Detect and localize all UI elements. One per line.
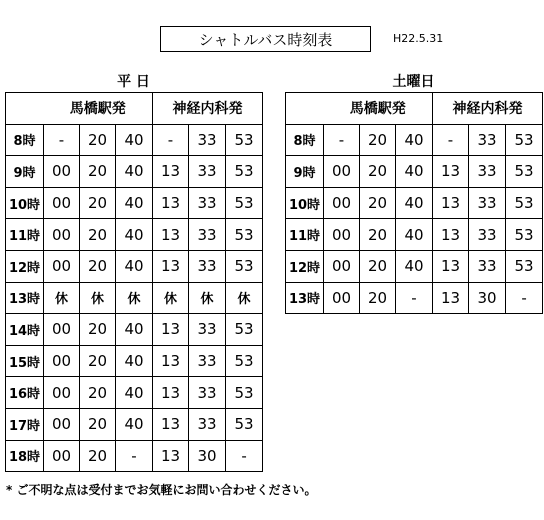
departure-time-cell: 13	[153, 345, 189, 377]
departure-time-cell: 00	[44, 345, 80, 377]
timetable-row	[286, 156, 543, 188]
departure-time-cell: 40	[116, 345, 153, 377]
departure-time-cell: 00	[44, 156, 80, 188]
saturday-header-mabashi: 馬橋駅発	[324, 93, 433, 125]
departure-time-cell: 33	[469, 156, 506, 188]
departure-time-cell: 40	[116, 408, 153, 440]
departure-time-cell: 33	[469, 250, 506, 282]
departure-time-cell: 40	[116, 314, 153, 346]
departure-time-cell: 40	[396, 124, 433, 156]
departure-time-cell: 33	[189, 345, 226, 377]
timetable-title: シャトルバス時刻表	[160, 26, 371, 52]
departure-time-cell: 00	[44, 440, 80, 472]
hour-cell: 15時	[6, 345, 44, 377]
departure-time-cell: 33	[189, 156, 226, 188]
hour-cell: 17時	[6, 408, 44, 440]
timetable-row	[6, 282, 263, 314]
hour-cell: 8時	[6, 124, 44, 156]
departure-time-cell: 20	[360, 219, 396, 251]
departure-time-cell: 00	[44, 314, 80, 346]
timetable-row	[6, 124, 263, 156]
timetable-row	[286, 282, 543, 314]
departure-time-cell: 33	[189, 219, 226, 251]
saturday-header-row	[286, 93, 543, 125]
departure-time-cell: -	[396, 282, 433, 314]
departure-time-cell: 00	[324, 219, 360, 251]
departure-time-cell: 休	[116, 282, 153, 314]
departure-time-cell: 00	[324, 156, 360, 188]
hour-cell: 13時	[6, 282, 44, 314]
departure-time-cell: -	[153, 124, 189, 156]
departure-time-cell: 13	[153, 250, 189, 282]
hour-cell: 10時	[6, 187, 44, 219]
departure-time-cell: 33	[189, 408, 226, 440]
timetable-row	[6, 219, 263, 251]
weekday-header-corner	[6, 93, 44, 125]
timetable-row	[6, 345, 263, 377]
hour-cell: 12時	[6, 250, 44, 282]
departure-time-cell: 00	[44, 219, 80, 251]
departure-time-cell: 00	[44, 187, 80, 219]
departure-time-cell: 00	[324, 282, 360, 314]
hour-cell: 8時	[286, 124, 324, 156]
departure-time-cell: 33	[469, 187, 506, 219]
departure-time-cell: 33	[189, 187, 226, 219]
departure-time-cell: 20	[80, 440, 116, 472]
weekday-timetable	[5, 92, 263, 472]
departure-time-cell: 00	[44, 408, 80, 440]
departure-time-cell: 休	[189, 282, 226, 314]
weekday-header-mabashi: 馬橋駅発	[44, 93, 153, 125]
departure-time-cell: 33	[189, 314, 226, 346]
departure-time-cell: 33	[189, 377, 226, 409]
departure-time-cell: 20	[80, 250, 116, 282]
hour-cell: 11時	[6, 219, 44, 251]
saturday-section-title: 土曜日	[392, 74, 435, 90]
departure-time-cell: 13	[153, 219, 189, 251]
departure-time-cell: 53	[226, 408, 263, 440]
revision-date: H22.5.31	[393, 32, 444, 45]
timetable-row	[6, 377, 263, 409]
departure-time-cell: 00	[324, 250, 360, 282]
departure-time-cell: 53	[226, 124, 263, 156]
departure-time-cell: 53	[226, 187, 263, 219]
saturday-header-corner	[286, 93, 324, 125]
footnote: * ご不明な点は受付までお気軽にお問い合わせください。	[6, 483, 317, 497]
hour-cell: 9時	[286, 156, 324, 188]
departure-time-cell: 00	[44, 377, 80, 409]
departure-time-cell: 53	[226, 314, 263, 346]
timetable-row	[6, 250, 263, 282]
departure-time-cell: 20	[80, 408, 116, 440]
departure-time-cell: 20	[360, 282, 396, 314]
hour-cell: 10時	[286, 187, 324, 219]
departure-time-cell: 53	[226, 377, 263, 409]
departure-time-cell: -	[116, 440, 153, 472]
departure-time-cell: 00	[324, 187, 360, 219]
departure-time-cell: 40	[396, 187, 433, 219]
weekday-header-row	[6, 93, 263, 125]
departure-time-cell: -	[324, 124, 360, 156]
departure-time-cell: 13	[153, 440, 189, 472]
departure-time-cell: 40	[116, 156, 153, 188]
departure-time-cell: 53	[506, 219, 543, 251]
hour-cell: 12時	[286, 250, 324, 282]
departure-time-cell: 33	[469, 219, 506, 251]
hour-cell: 14時	[6, 314, 44, 346]
departure-time-cell: 13	[153, 408, 189, 440]
hour-cell: 16時	[6, 377, 44, 409]
departure-time-cell: 休	[80, 282, 116, 314]
departure-time-cell: 40	[116, 250, 153, 282]
departure-time-cell: 53	[506, 156, 543, 188]
departure-time-cell: -	[226, 440, 263, 472]
departure-time-cell: 休	[153, 282, 189, 314]
timetable-row	[6, 314, 263, 346]
departure-time-cell: 30	[189, 440, 226, 472]
weekday-header-shinkei: 神経内科発	[153, 93, 263, 125]
departure-time-cell: 20	[80, 124, 116, 156]
departure-time-cell: 20	[80, 219, 116, 251]
departure-time-cell: 20	[80, 314, 116, 346]
timetable-row	[6, 156, 263, 188]
departure-time-cell: 20	[80, 187, 116, 219]
hour-cell: 13時	[286, 282, 324, 314]
departure-time-cell: 13	[153, 377, 189, 409]
departure-time-cell: 13	[153, 314, 189, 346]
timetable-row	[286, 219, 543, 251]
departure-time-cell: 20	[80, 377, 116, 409]
hour-cell: 9時	[6, 156, 44, 188]
timetable-row	[286, 124, 543, 156]
departure-time-cell: 00	[44, 250, 80, 282]
weekday-section-title: 平 日	[117, 74, 150, 90]
timetable-row	[286, 187, 543, 219]
departure-time-cell: 40	[116, 187, 153, 219]
hour-cell: 11時	[286, 219, 324, 251]
departure-time-cell: 20	[360, 124, 396, 156]
departure-time-cell: 40	[396, 219, 433, 251]
departure-time-cell: 53	[506, 124, 543, 156]
departure-time-cell: 休	[44, 282, 80, 314]
timetable-row	[6, 187, 263, 219]
departure-time-cell: 53	[226, 250, 263, 282]
departure-time-cell: 53	[226, 219, 263, 251]
departure-time-cell: 30	[469, 282, 506, 314]
saturday-header-shinkei: 神経内科発	[433, 93, 543, 125]
departure-time-cell: 53	[226, 345, 263, 377]
departure-time-cell: 53	[506, 187, 543, 219]
timetable-row	[286, 250, 543, 282]
timetable-row	[6, 440, 263, 472]
departure-time-cell: 33	[189, 250, 226, 282]
departure-time-cell: 13	[433, 250, 469, 282]
departure-time-cell: -	[433, 124, 469, 156]
departure-time-cell: 13	[433, 156, 469, 188]
departure-time-cell: 33	[189, 124, 226, 156]
departure-time-cell: 13	[433, 187, 469, 219]
departure-time-cell: -	[506, 282, 543, 314]
departure-time-cell: 40	[116, 219, 153, 251]
departure-time-cell: 13	[433, 219, 469, 251]
departure-time-cell: 40	[116, 377, 153, 409]
departure-time-cell: 53	[506, 250, 543, 282]
departure-time-cell: 休	[226, 282, 263, 314]
timetable-row	[6, 408, 263, 440]
departure-time-cell: 40	[396, 250, 433, 282]
departure-time-cell: 13	[153, 156, 189, 188]
departure-time-cell: 20	[80, 156, 116, 188]
saturday-timetable	[285, 92, 543, 314]
departure-time-cell: 40	[396, 156, 433, 188]
departure-time-cell: -	[44, 124, 80, 156]
departure-time-cell: 13	[433, 282, 469, 314]
departure-time-cell: 20	[360, 156, 396, 188]
departure-time-cell: 20	[360, 250, 396, 282]
departure-time-cell: 40	[116, 124, 153, 156]
departure-time-cell: 33	[469, 124, 506, 156]
hour-cell: 18時	[6, 440, 44, 472]
departure-time-cell: 53	[226, 156, 263, 188]
departure-time-cell: 20	[80, 345, 116, 377]
departure-time-cell: 20	[360, 187, 396, 219]
departure-time-cell: 13	[153, 187, 189, 219]
